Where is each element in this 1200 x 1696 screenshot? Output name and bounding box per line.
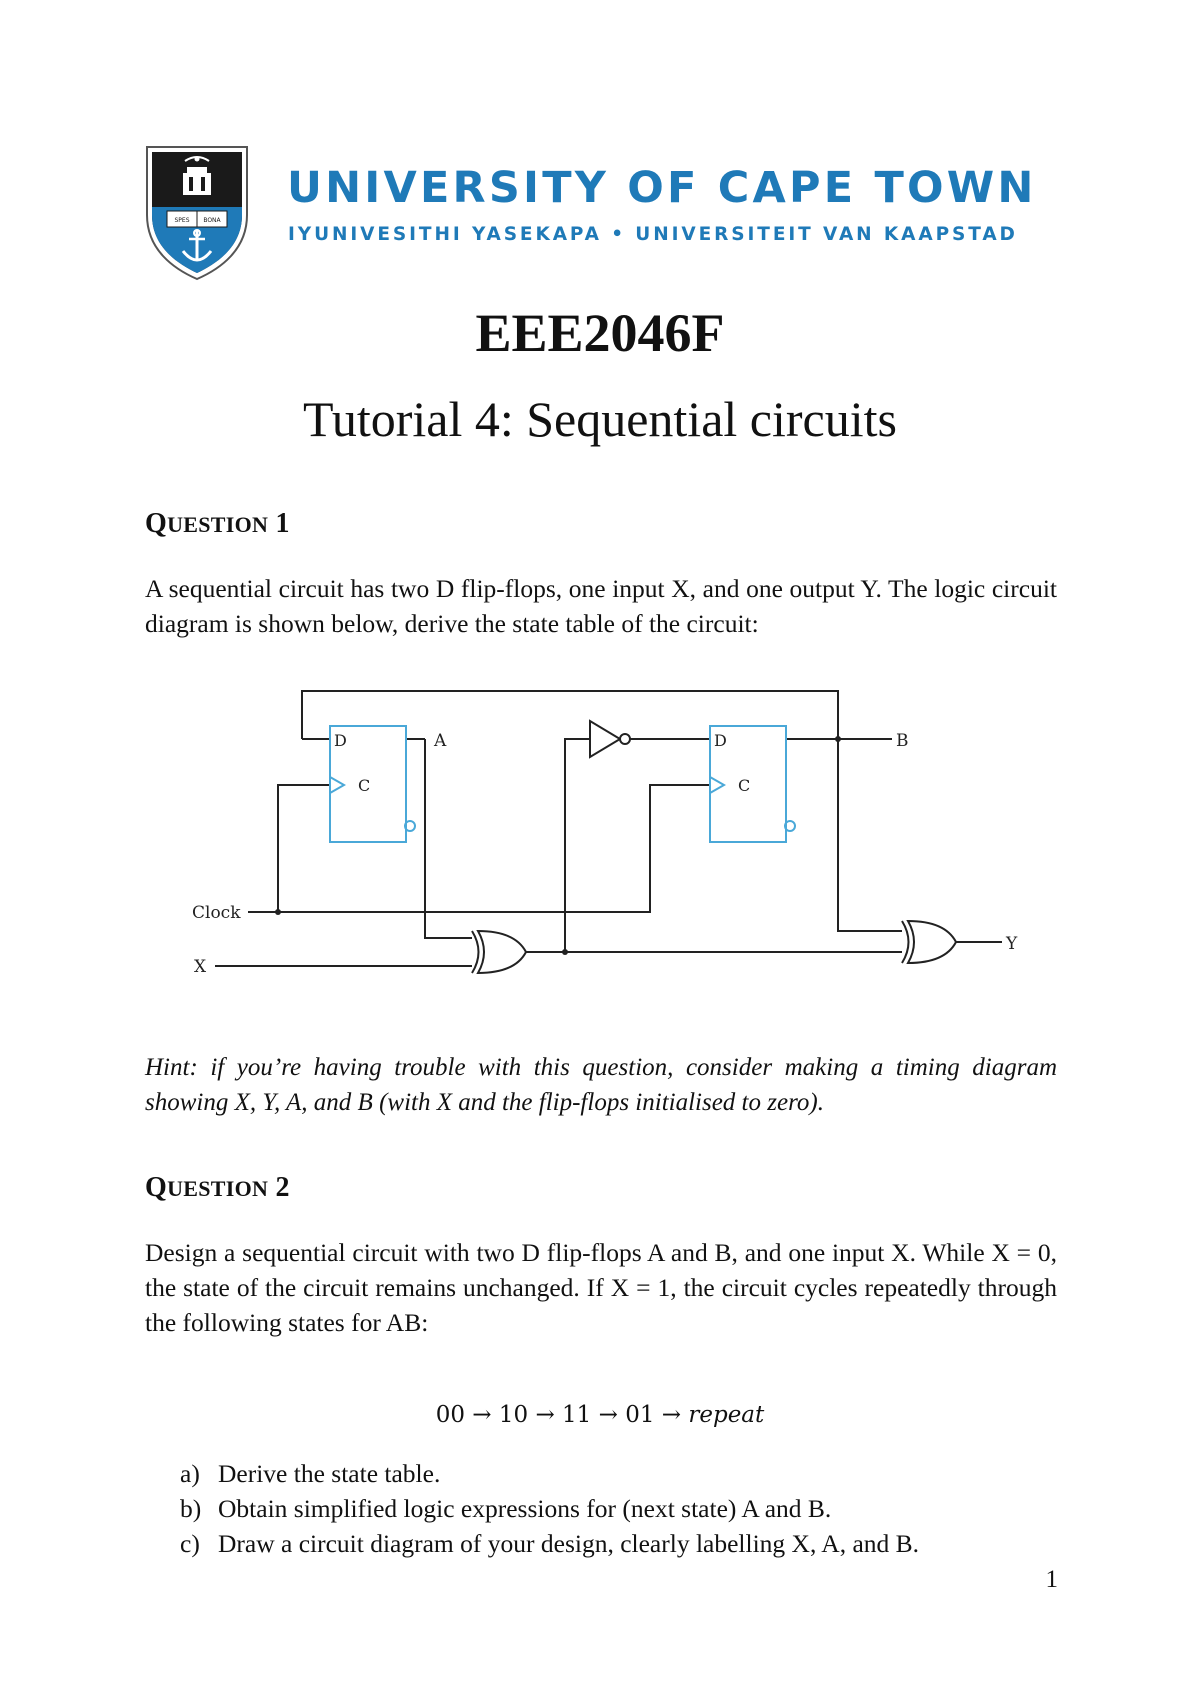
uct-crest-logo: [145, 145, 249, 281]
question-1-heading-number: 1: [275, 508, 290, 539]
question-1-heading-initial: Q: [145, 508, 168, 539]
question-1-hint: Hint: if you’re having trouble with this question, consider making a timing diagram showing X, Y, A, and B (with X and the flip-flops initialised to zero).: [145, 1054, 1057, 1116]
question-2-part-b: [180, 1491, 919, 1526]
university-subtitle: IYUNIVESITHI YASEKAPA • UNIVERSITEIT VAN KAAPSTAD: [288, 224, 1018, 245]
question-2-part-a: [180, 1456, 919, 1491]
part-text: Obtain simplified logic expressions for (next state) A and B.: [218, 1494, 832, 1523]
question-2-heading-number: 2: [275, 1172, 290, 1203]
part-marker: b): [180, 1494, 202, 1523]
label-x: X: [194, 957, 207, 977]
state-sequence-equation: [0, 1402, 1200, 1428]
junction-clock: [275, 909, 281, 915]
question-2-heading: [145, 1172, 290, 1204]
xor-gate-2: [902, 921, 956, 963]
wire-a-output: [425, 739, 472, 938]
ff1-d-label: D: [334, 731, 347, 750]
label-a: A: [434, 731, 447, 751]
state-sequence-repeat: repeat: [688, 1402, 765, 1428]
crest-motto-left: SPES: [174, 217, 190, 224]
question-2-parts: [180, 1456, 919, 1561]
question-1-heading-word: UESTION: [167, 512, 269, 537]
part-text: Derive the state table.: [218, 1459, 441, 1488]
flip-flop-b: [710, 726, 795, 842]
label-clock: Clock: [192, 903, 241, 923]
document-title: Tutorial 4: Sequential circuits: [303, 391, 897, 447]
question-2-heading-initial: Q: [145, 1172, 168, 1203]
wire-clock-ff2: [278, 785, 710, 912]
question-2-text: Design a sequential circuit with two D flip-flops A and B, and one input X. While X = 0, the state of the circuit remains unchanged. If X = 1, the circuit cycles repeatedly through the following states for AB:: [145, 1238, 1057, 1337]
question-1-text: A sequential circuit has two D flip-flops, one input X, and one output Y. The logic circuit diagram is shown below, derive the state table of the circuit:: [145, 574, 1057, 638]
crest-motto-right: BONA: [203, 217, 221, 224]
junction-xor1: [562, 949, 568, 955]
question-2-heading-word: UESTION: [167, 1176, 269, 1201]
logic-circuit-diagram: [180, 676, 1060, 996]
ff2-d-label: D: [714, 731, 727, 750]
university-name: UNIVERSITY OF CAPE TOWN: [287, 163, 1037, 213]
inverter-gate: [590, 721, 630, 757]
question-2-part-c: [180, 1526, 919, 1561]
state-sequence: 00 → 10 → 11 → 01 →: [435, 1402, 689, 1428]
label-y: Y: [1006, 934, 1018, 954]
xor-gate-1: [472, 931, 526, 973]
junction-b: [835, 736, 841, 742]
part-marker: a): [180, 1459, 200, 1488]
wire-xor1-output: [526, 739, 590, 952]
ff2-c-label: C: [738, 776, 751, 795]
part-text: Draw a circuit diagram of your design, clearly labelling X, A, and B.: [218, 1529, 920, 1558]
label-b: B: [896, 731, 909, 751]
wire-clock-ff1: [248, 785, 330, 912]
flip-flop-a: [330, 726, 415, 842]
part-marker: c): [180, 1529, 200, 1558]
course-code: EEE2046F: [475, 303, 725, 363]
ff1-c-label: C: [358, 776, 371, 795]
question-1-heading: [145, 508, 290, 540]
page-number: 1: [1045, 1566, 1058, 1593]
